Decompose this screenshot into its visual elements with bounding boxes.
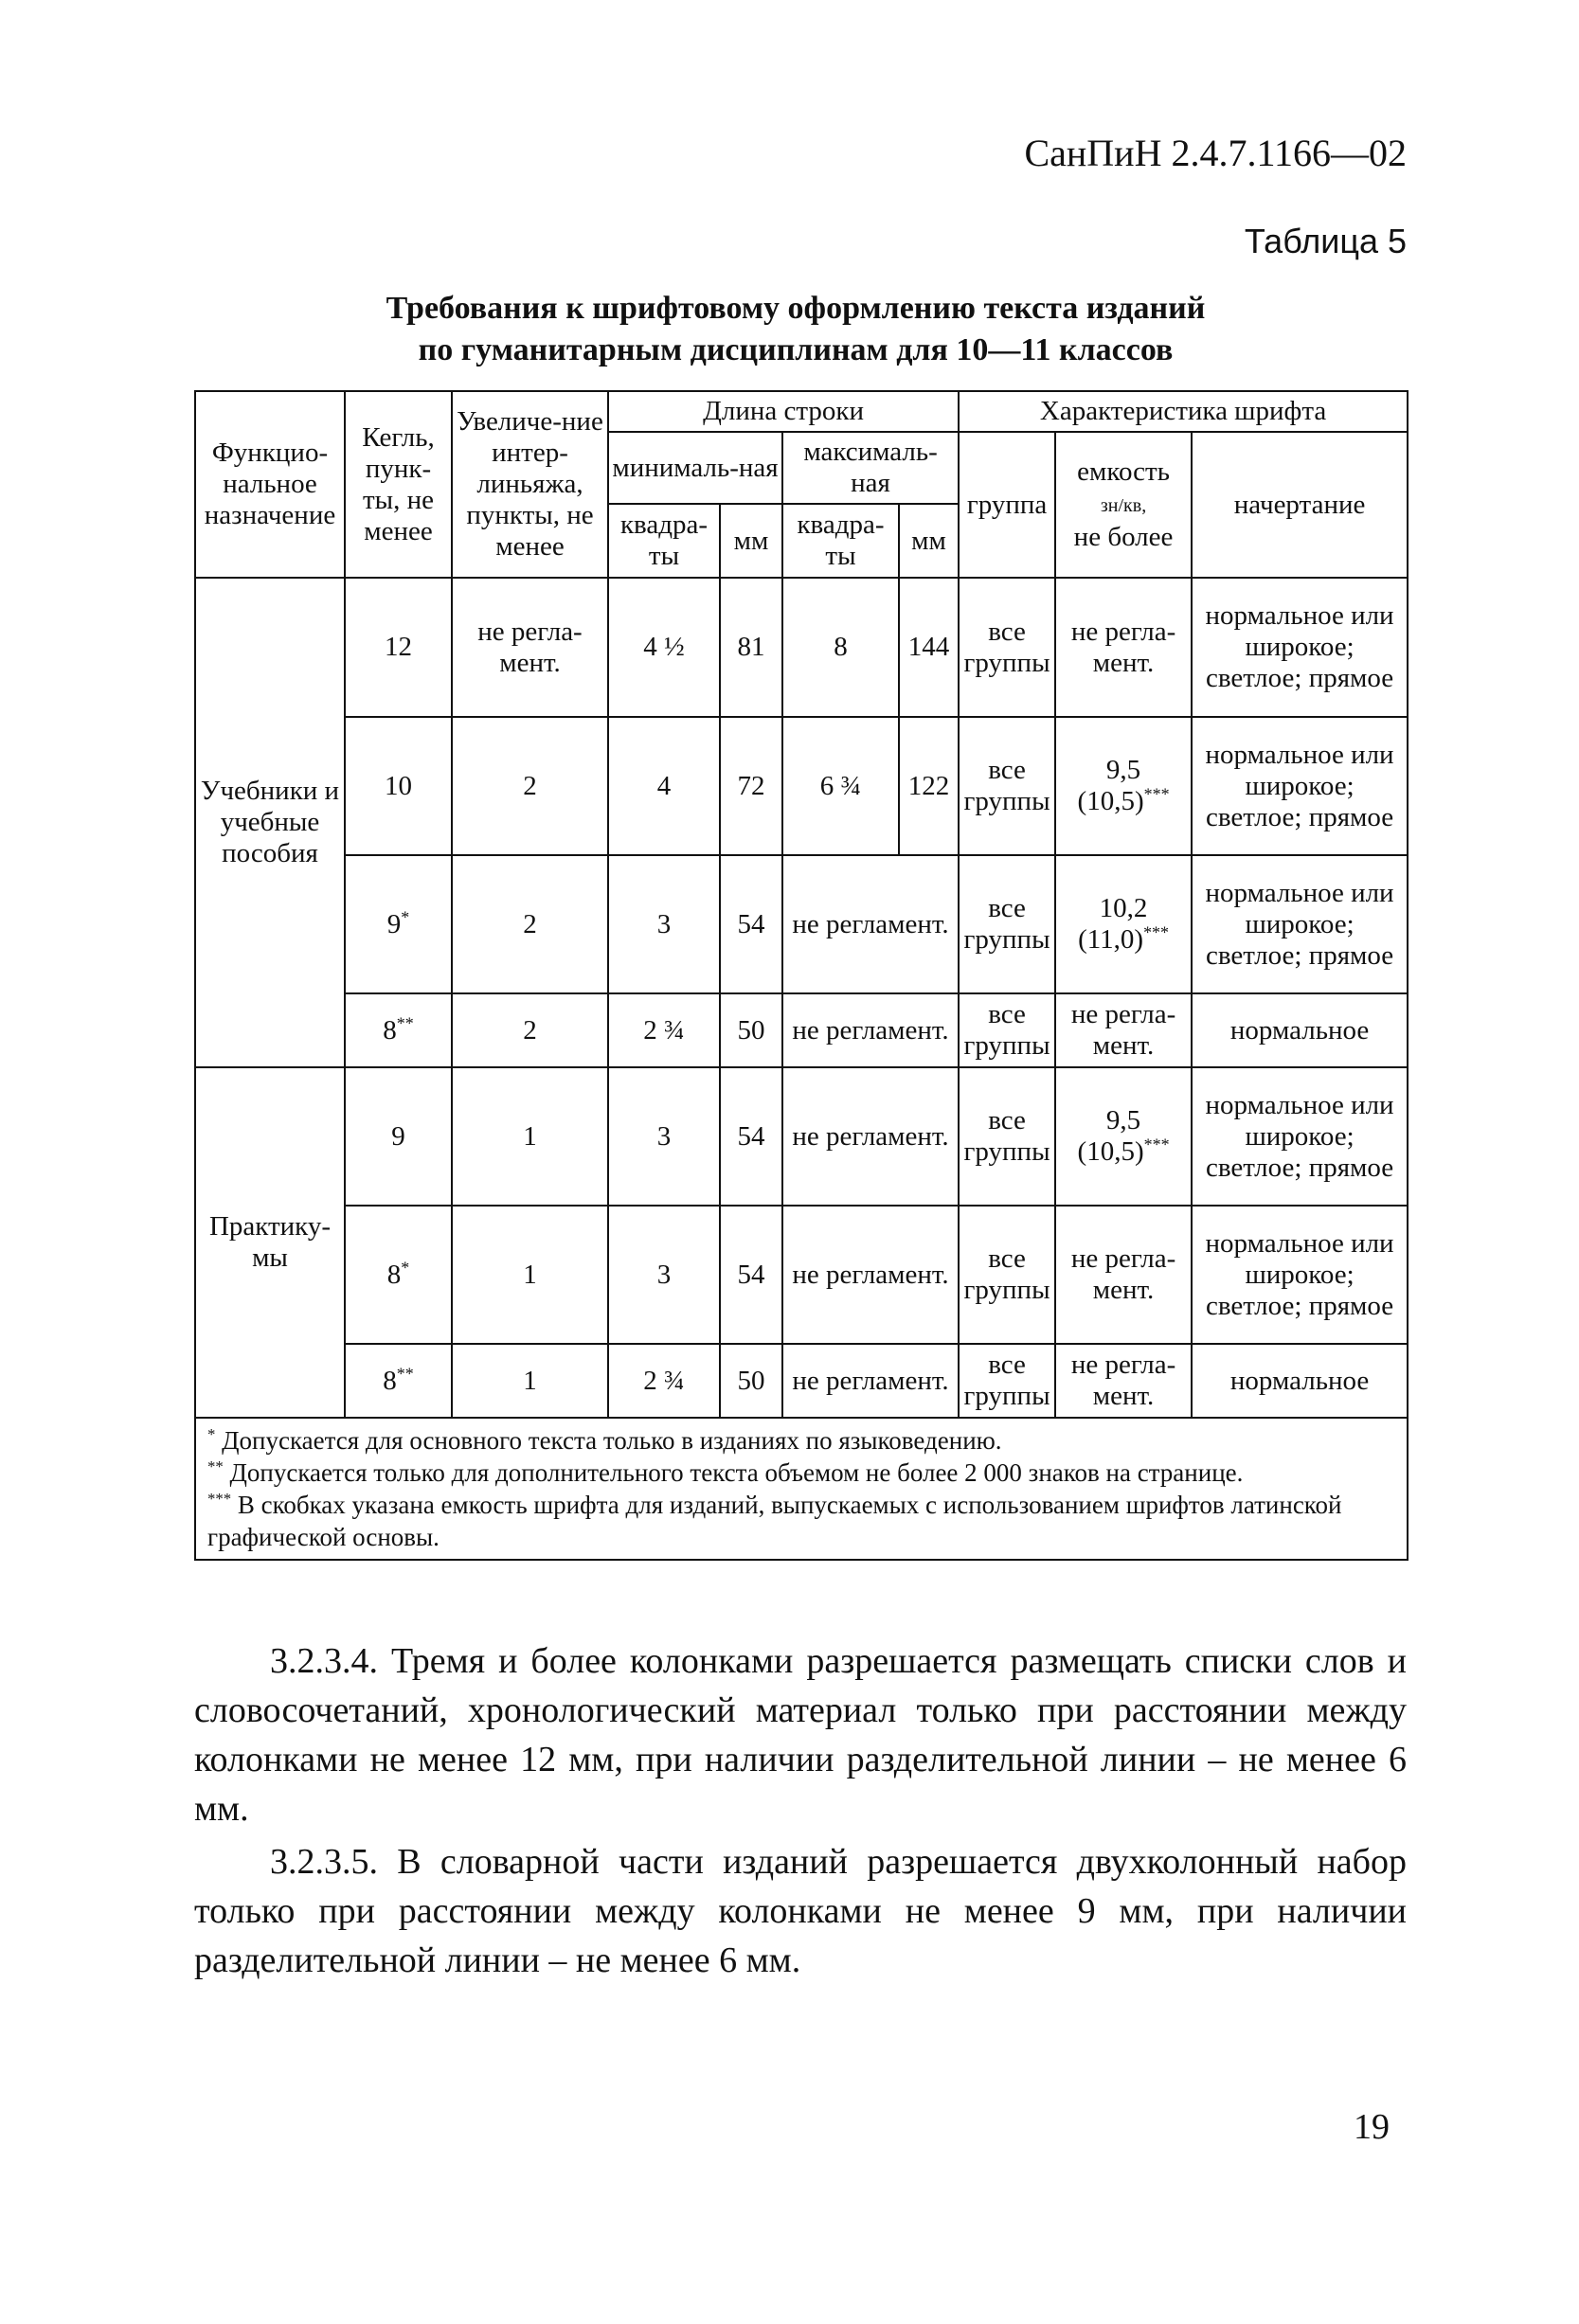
cell-group: все группы xyxy=(959,717,1055,855)
header-max-mm: мм xyxy=(899,504,959,578)
cell-kegl: 10 xyxy=(345,717,452,855)
group-practicums: Практику-мы xyxy=(195,1067,345,1418)
cell-min-squares: 3 xyxy=(608,1206,720,1344)
footnote: *** В скобках указана емкость шрифта для изданий, выпускаемых с использованием шрифтов латинской графической основы. xyxy=(207,1490,1342,1551)
cell-min-mm: 54 xyxy=(720,1067,782,1206)
cell-max-mm: 122 xyxy=(899,717,959,855)
header-function: Функцио-нальное назначение xyxy=(195,391,345,578)
table-footnotes xyxy=(195,1418,1408,1560)
page-number: 19 xyxy=(1354,2107,1390,2147)
cell-max-not-regulated: не регламент. xyxy=(782,1067,959,1206)
header-min-mm: мм xyxy=(720,504,782,578)
header-interline: Увеличе-ние интер-линьяжа, пункты, не менее xyxy=(452,391,608,578)
cell-interline: 1 xyxy=(452,1067,608,1206)
cell-capacity: 9,5 (10,5)*** xyxy=(1055,717,1192,855)
cell-max-mm: 144 xyxy=(899,578,959,717)
header-font-characteristic: Характеристика шрифта xyxy=(959,391,1408,432)
group-textbooks: Учебники и учебные пособия xyxy=(195,578,345,1067)
cell-min-squares: 3 xyxy=(608,1067,720,1206)
cell-max-not-regulated: не регламент. xyxy=(782,993,959,1067)
paragraph-3-2-3-5: 3.2.3.5. В словарной части изданий разрешается двухколонный набор только при расстоянии между колонками не менее 9 мм, при наличии разделительной линии – не менее 6 мм. xyxy=(194,1842,1407,1980)
header-capacity-pre: емкость xyxy=(1077,456,1170,487)
table-label: Таблица 5 xyxy=(1244,222,1407,260)
cell-min-squares: 4 ½ xyxy=(608,578,720,717)
cell-style: нормальное или широкое; светлое; прямое xyxy=(1192,1067,1408,1206)
table-row xyxy=(195,1206,1408,1344)
cell-capacity: 10,2 (11,0)*** xyxy=(1055,855,1192,993)
cell-interline: 2 xyxy=(452,717,608,855)
table-title-line-1: Требования к шрифтовому оформлению текста изданий xyxy=(386,291,1206,326)
cell-group: все группы xyxy=(959,1067,1055,1206)
cell-kegl: 12 xyxy=(345,578,452,717)
cell-interline: 1 xyxy=(452,1206,608,1344)
cell-capacity: не регла-мент. xyxy=(1055,1206,1192,1344)
header-capacity-unit: зн/кв, xyxy=(1100,495,1147,516)
footnote: * Допускается для основного текста только в изданиях по языковедению. xyxy=(207,1425,1002,1455)
cell-min-squares: 2 ¾ xyxy=(608,1344,720,1418)
table-row xyxy=(195,717,1408,855)
header-min-squares: квадра-ты xyxy=(608,504,720,578)
header-capacity xyxy=(1055,432,1192,578)
cell-group: все группы xyxy=(959,855,1055,993)
header-style: начертание xyxy=(1192,432,1408,578)
cell-capacity: не регла-мент. xyxy=(1055,993,1192,1067)
cell-group: все группы xyxy=(959,1206,1055,1344)
cell-style: нормальное xyxy=(1192,1344,1408,1418)
cell-kegl: 8** xyxy=(345,993,452,1067)
document-code: СанПиН 2.4.7.1166—02 xyxy=(1024,132,1407,174)
paragraph-3-2-3-4: 3.2.3.4. Тремя и более колонками разрешается размещать списки слов и словосочетаний, хронологический материал только при расстоянии между колонками не менее 12 мм, при наличии разделительной линии – не менее 6 мм. xyxy=(194,1641,1407,1829)
cell-max-not-regulated: не регламент. xyxy=(782,1206,959,1344)
cell-kegl: 9 xyxy=(345,1067,452,1206)
header-group: группа xyxy=(959,432,1055,578)
cell-capacity: не регла-мент. xyxy=(1055,1344,1192,1418)
cell-min-squares: 3 xyxy=(608,855,720,993)
cell-min-squares: 4 xyxy=(608,717,720,855)
cell-style: нормальное или широкое; светлое; прямое xyxy=(1192,578,1408,717)
cell-max-not-regulated: не регламент. xyxy=(782,855,959,993)
cell-group: все группы xyxy=(959,1344,1055,1418)
footnotes-row xyxy=(195,1418,1408,1560)
cell-min-mm: 72 xyxy=(720,717,782,855)
cell-style: нормальное или широкое; светлое; прямое xyxy=(1192,1206,1408,1344)
cell-group: все группы xyxy=(959,578,1055,717)
cell-interline: 2 xyxy=(452,855,608,993)
table-row xyxy=(195,1067,1408,1206)
header-max: максималь-ная xyxy=(782,432,959,504)
cell-kegl: 8** xyxy=(345,1344,452,1418)
header-min: минималь-ная xyxy=(608,432,782,504)
cell-max-squares: 6 ¾ xyxy=(782,717,899,855)
cell-style: нормальное xyxy=(1192,993,1408,1067)
cell-interline: 2 xyxy=(452,993,608,1067)
cell-capacity: 9,5 (10,5)*** xyxy=(1055,1067,1192,1206)
cell-kegl: 8* xyxy=(345,1206,452,1344)
table-row xyxy=(195,855,1408,993)
cell-capacity: не регла-мент. xyxy=(1055,578,1192,717)
table-row xyxy=(195,578,1408,717)
cell-min-squares: 2 ¾ xyxy=(608,993,720,1067)
cell-style: нормальное или широкое; светлое; прямое xyxy=(1192,717,1408,855)
table-row xyxy=(195,1344,1408,1418)
header-kegl: Кегль, пунк-ты, не менее xyxy=(345,391,452,578)
header-max-squares: квадра-ты xyxy=(782,504,899,578)
cell-group: все группы xyxy=(959,993,1055,1067)
cell-interline: не регла-мент. xyxy=(452,578,608,717)
header-line-length: Длина строки xyxy=(608,391,959,432)
cell-min-mm: 54 xyxy=(720,855,782,993)
cell-kegl: 9* xyxy=(345,855,452,993)
body-text xyxy=(194,1636,1407,1989)
table-row xyxy=(195,993,1408,1067)
cell-interline: 1 xyxy=(452,1344,608,1418)
table-title xyxy=(189,288,1402,371)
font-requirements-table xyxy=(194,390,1409,1561)
footnote: ** Допускается только для дополнительного текста объемом не более 2 000 знаков на странице. xyxy=(207,1457,1244,1487)
cell-min-mm: 81 xyxy=(720,578,782,717)
cell-min-mm: 50 xyxy=(720,1344,782,1418)
cell-min-mm: 54 xyxy=(720,1206,782,1344)
cell-style: нормальное или широкое; светлое; прямое xyxy=(1192,855,1408,993)
cell-min-mm: 50 xyxy=(720,993,782,1067)
cell-max-not-regulated: не регламент. xyxy=(782,1344,959,1418)
table-title-line-2: по гуманитарным дисциплинам для 10—11 классов xyxy=(418,332,1174,367)
header-capacity-post: не более xyxy=(1073,522,1174,552)
cell-max-squares: 8 xyxy=(782,578,899,717)
